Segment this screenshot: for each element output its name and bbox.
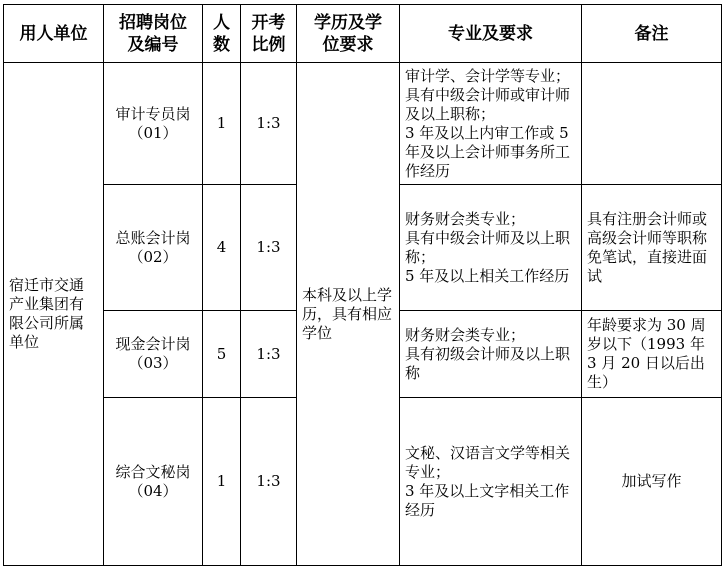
requirement-line: 具有初级会计师及以上职称: [405, 344, 571, 382]
requirement-line: 财务财会类专业；: [405, 325, 526, 344]
post-code: （01）: [128, 123, 178, 142]
count-cell: 1: [203, 63, 241, 185]
header-unit: 用人单位: [4, 5, 104, 63]
post-name: 现金会计岗: [115, 335, 191, 353]
requirements-cell: [400, 63, 582, 185]
post-name: 总账会计岗: [115, 228, 191, 247]
post-code: （03）: [128, 354, 178, 372]
employer-unit-cell: 宿迁市交通产业集团有限公司所属单位: [4, 63, 104, 566]
ratio-cell: 1:3: [241, 311, 297, 398]
requirement-line: 文秘、汉语言文学等相关专业；: [405, 443, 571, 481]
post-cell: [104, 398, 203, 566]
requirement-line: 审计学、会计学等专业；: [405, 66, 571, 85]
requirement-line: 财务财会类专业；: [405, 209, 526, 228]
note-cell: 年龄要求为 30 周岁以下（1993 年 3 月 20 日以后出生）: [582, 311, 722, 398]
recruitment-table: [3, 4, 722, 566]
post-cell: [104, 63, 203, 185]
note-cell: 加试写作: [582, 398, 722, 566]
header-education: [297, 5, 400, 63]
count-cell: 1: [203, 398, 241, 566]
header-note: 备注: [582, 5, 722, 63]
count-cell: 5: [203, 311, 241, 398]
requirement-line: 具有中级会计师或审计师及以上职称；: [405, 85, 571, 123]
requirements-cell: [400, 398, 582, 566]
requirements-cell: [400, 311, 582, 398]
header-ratio-line1: 开考: [251, 12, 286, 33]
table-row: [4, 63, 722, 185]
header-ratio: [241, 5, 297, 63]
header-post-line2: 及编号: [127, 34, 179, 55]
requirement-line: 具有中级会计师及以上职称；: [405, 228, 571, 266]
header-requirements: 专业及要求: [400, 5, 582, 63]
header-post-line1: 招聘岗位: [119, 12, 187, 33]
post-code: （04）: [128, 481, 178, 500]
education-cell: 本科及以上学历，具有相应学位: [297, 63, 400, 566]
note-cell-empty: [582, 63, 722, 185]
post-name: 综合文秘岗: [115, 462, 191, 481]
ratio-cell: 1:3: [241, 185, 297, 311]
header-row: [4, 5, 722, 63]
ratio-cell: 1:3: [241, 63, 297, 185]
header-post: [104, 5, 203, 63]
post-cell: [104, 185, 203, 311]
post-code: （02）: [128, 247, 178, 266]
header-count: [203, 5, 241, 63]
post-name: 审计专员岗: [115, 104, 191, 123]
count-cell: 4: [203, 185, 241, 311]
post-cell: [104, 311, 203, 398]
header-count-line1: 人: [213, 12, 230, 33]
header-education-line2: 位要求: [322, 34, 374, 55]
requirement-line: 5 年及以上相关工作经历: [405, 266, 570, 285]
requirements-cell: [400, 185, 582, 311]
note-cell: 具有注册会计师或高级会计师等职称免笔试，直接进面试: [582, 185, 722, 311]
requirement-line: 3 年及以上文字相关工作经历: [405, 481, 570, 519]
header-education-line1: 学历及学: [314, 12, 382, 33]
requirement-line: 3 年及以上内审工作或 5 年及以上会计师事务所工作经历: [405, 123, 571, 180]
header-count-line2: 数: [213, 34, 230, 55]
header-ratio-line2: 比例: [251, 34, 286, 55]
ratio-cell: 1:3: [241, 398, 297, 566]
